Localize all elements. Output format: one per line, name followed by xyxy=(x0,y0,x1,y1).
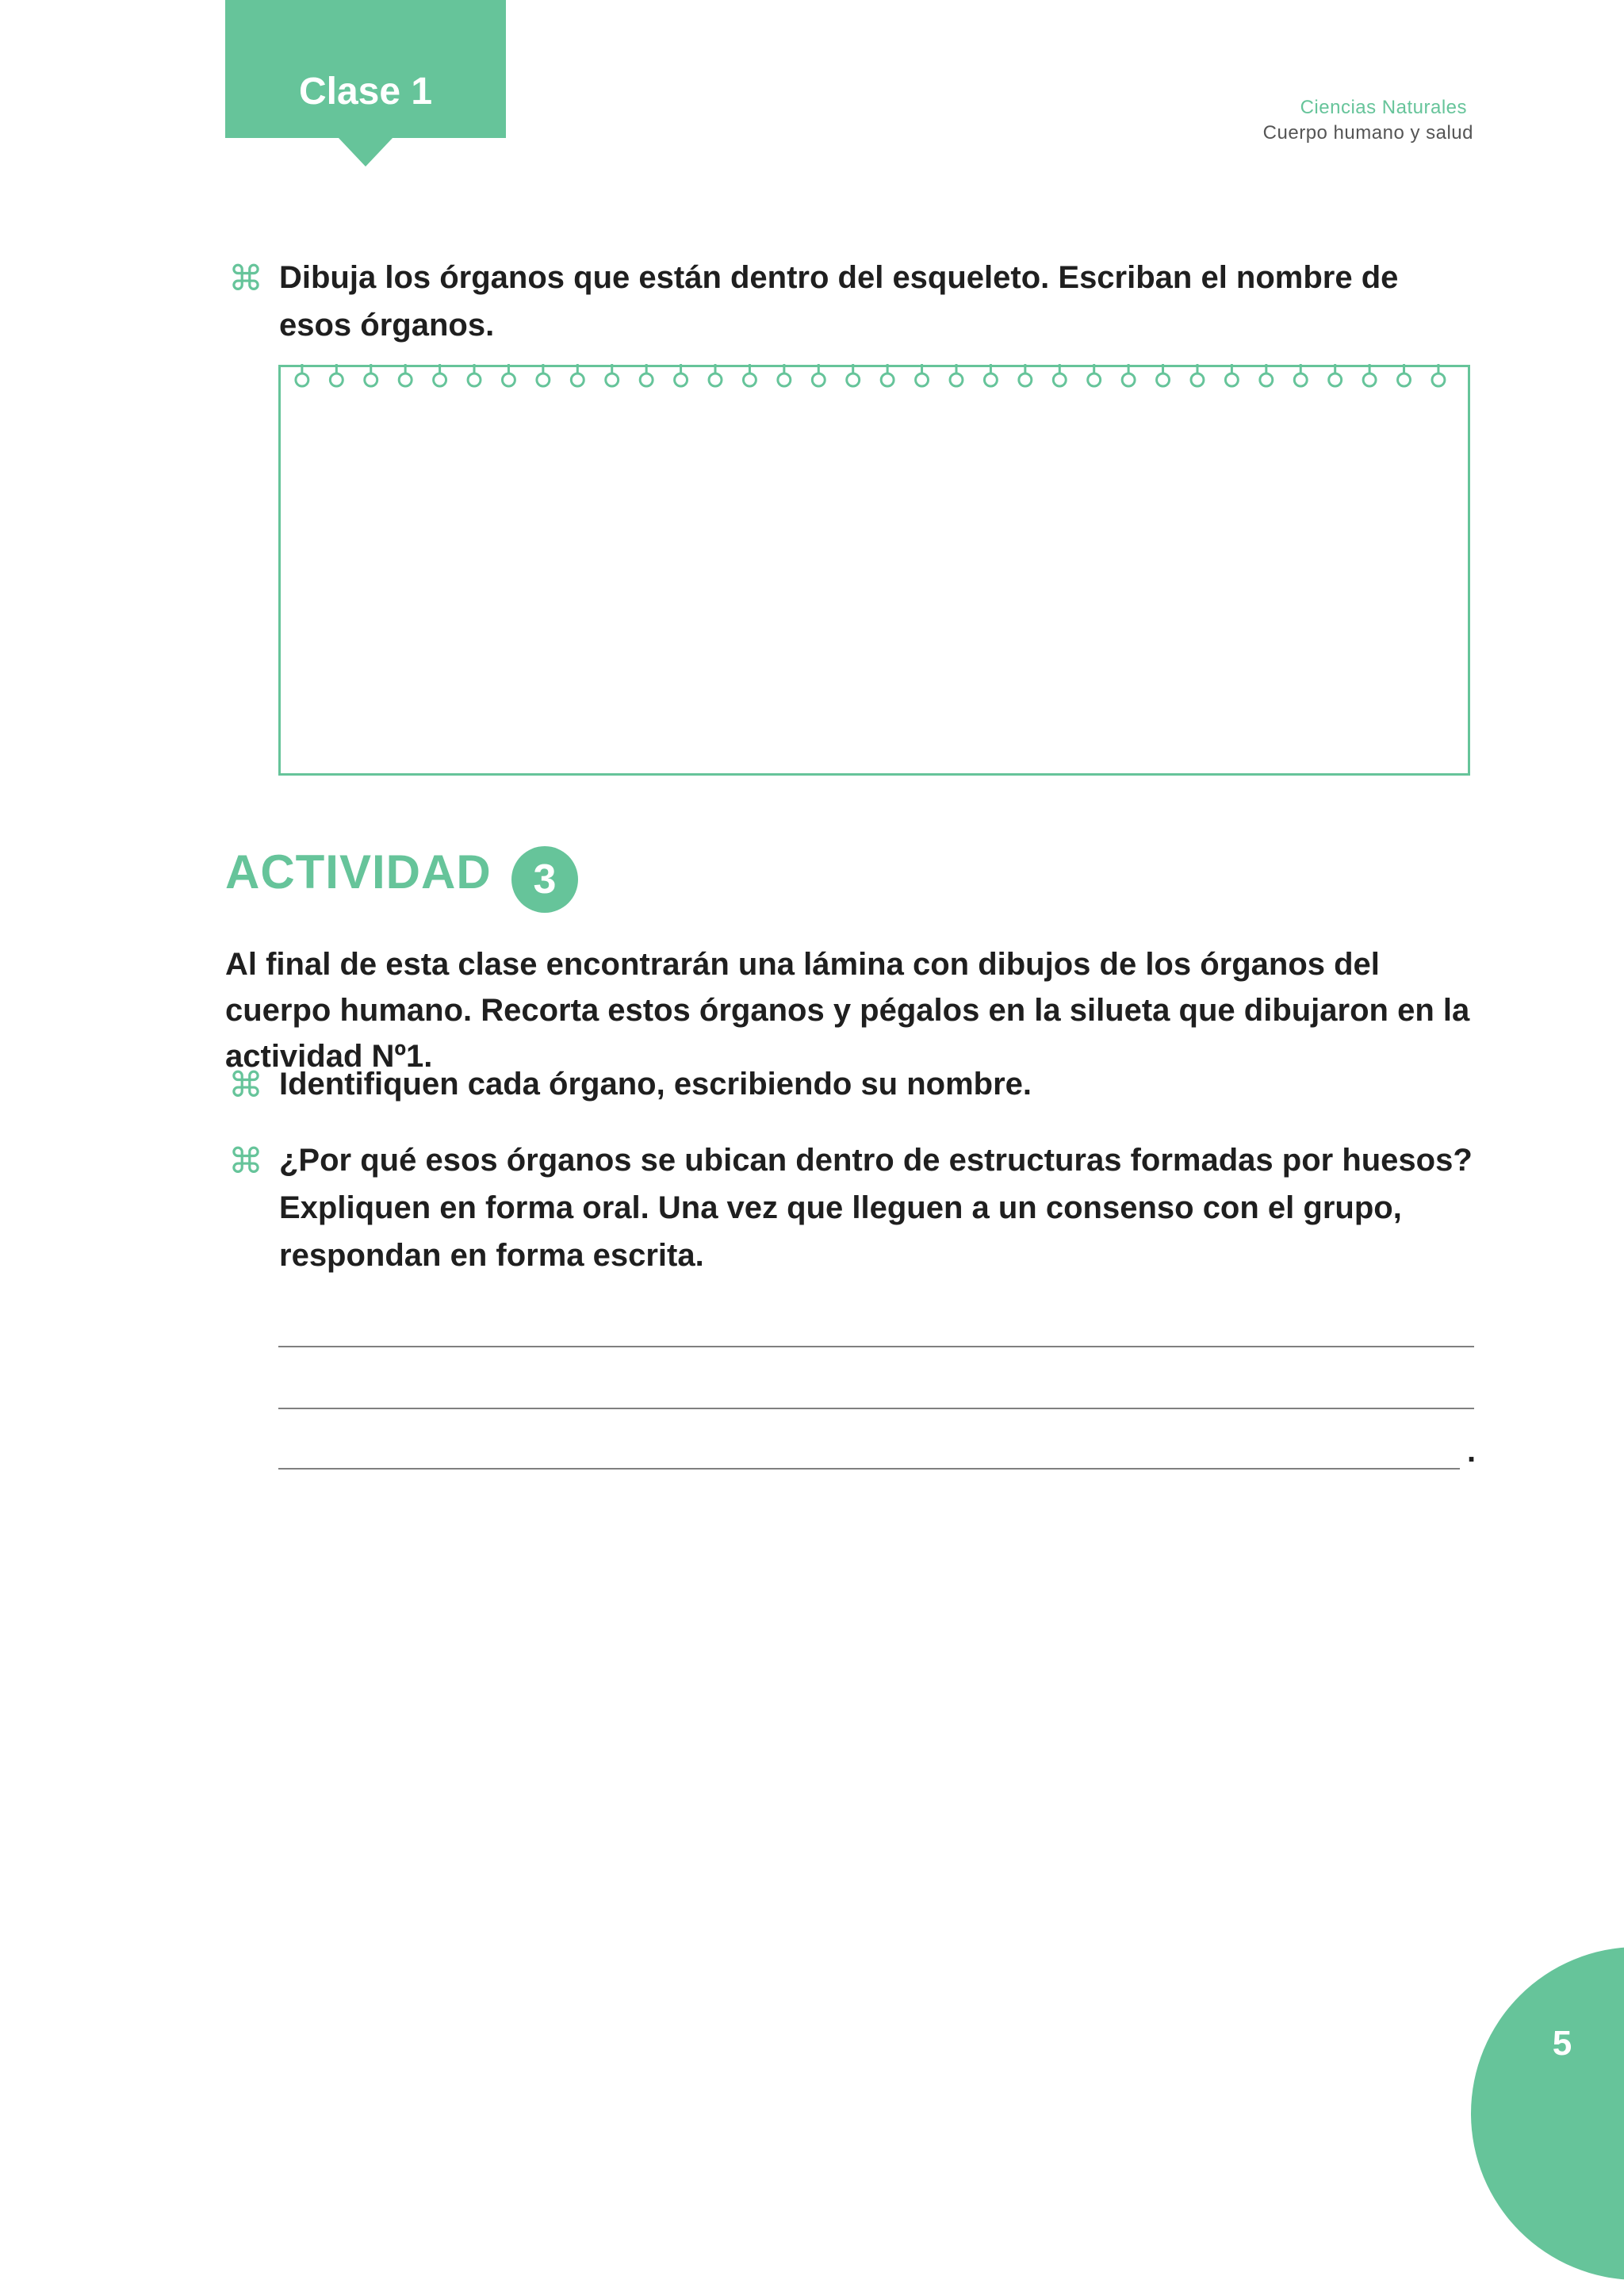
binding-ring xyxy=(1363,364,1376,386)
binding-ring xyxy=(1191,364,1204,386)
binding-ring xyxy=(1329,364,1342,386)
binding-ring xyxy=(1294,364,1307,386)
activity-title: ACTIVIDAD xyxy=(225,845,492,899)
binding-ring xyxy=(434,364,446,386)
binding-ring xyxy=(606,364,619,386)
class-tab-pointer xyxy=(339,138,393,167)
bullet-icon: ⌘ xyxy=(228,1066,263,1105)
binding-ring xyxy=(1157,364,1170,386)
binding-ring xyxy=(1260,364,1273,386)
binding-ring xyxy=(640,364,653,386)
binding-ring xyxy=(468,364,481,386)
binding-ring xyxy=(950,364,963,386)
header-subject: Ciencias Naturales xyxy=(1300,97,1467,118)
header-unit: Cuerpo humano y salud xyxy=(1262,122,1473,144)
binding-ring xyxy=(916,364,929,386)
binding-ring xyxy=(296,364,308,386)
page-number: 5 xyxy=(1552,2024,1572,2063)
binding-ring xyxy=(502,364,515,386)
instruction-draw-organs: Dibuja los órganos que están dentro del esqueleto. Escriban el nombre de esos órganos. xyxy=(279,260,1399,343)
binding-ring xyxy=(399,364,412,386)
answer-line[interactable] xyxy=(278,1408,1474,1409)
binding-ring xyxy=(778,364,791,386)
binding-ring xyxy=(1019,364,1032,386)
class-tab-label: Clase 1 xyxy=(298,71,433,113)
page-number-corner xyxy=(1471,1947,1624,2280)
answer-line[interactable] xyxy=(278,1468,1460,1470)
activity-paragraph: Al final de esta clase encontrarán una lámina con dibujos de los órganos del cuerpo humano. Recorta estos órganos y pégalos en la silueta que dibujaron en la actividad Nº1. xyxy=(225,947,1470,1074)
binding-ring xyxy=(709,364,722,386)
binding-ring xyxy=(1122,364,1135,386)
answer-line[interactable] xyxy=(278,1346,1474,1347)
binding-ring xyxy=(1053,364,1066,386)
binding-ring xyxy=(537,364,550,386)
spiral-binding-rings xyxy=(281,361,1468,393)
binding-ring xyxy=(1088,364,1101,386)
answer-end-period: . xyxy=(1467,1434,1477,1469)
binding-ring xyxy=(1225,364,1238,386)
binding-ring xyxy=(675,364,688,386)
class-tab xyxy=(225,0,506,138)
binding-ring xyxy=(847,364,860,386)
binding-ring xyxy=(743,364,756,386)
bullet-icon: ⌘ xyxy=(228,1142,263,1181)
bullet-icon: ⌘ xyxy=(228,259,263,298)
binding-ring xyxy=(881,364,894,386)
instruction-why-question: ¿Por qué esos órganos se ubican dentro de estructuras formadas por huesos? Expliquen en forma oral. Una vez que lleguen a un consenso con el grupo, respondan en forma escrita. xyxy=(279,1143,1473,1273)
binding-ring xyxy=(365,364,377,386)
binding-ring xyxy=(812,364,825,386)
drawing-area[interactable] xyxy=(278,365,1470,776)
binding-ring xyxy=(571,364,584,386)
binding-ring xyxy=(1398,364,1411,386)
binding-ring xyxy=(1432,364,1445,386)
activity-number-badge: 3 xyxy=(511,846,578,913)
binding-ring xyxy=(984,364,997,386)
instruction-identify-organs: Identifiquen cada órgano, escribiendo su nombre. xyxy=(279,1067,1032,1102)
binding-ring xyxy=(330,364,343,386)
